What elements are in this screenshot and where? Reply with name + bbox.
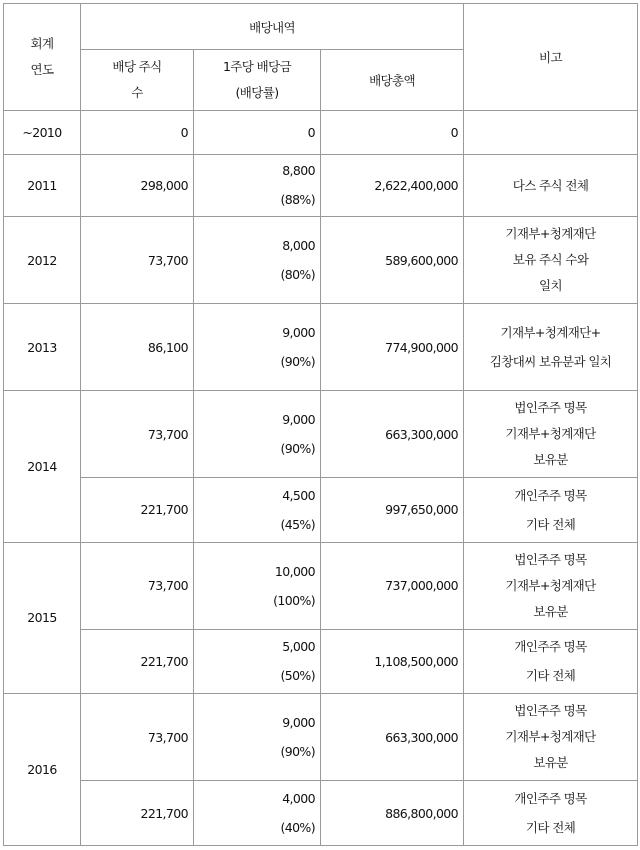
per-share-amount: 10,000 — [274, 563, 315, 579]
year-cell: 2012 — [4, 217, 81, 304]
table-row — [4, 542, 638, 629]
dividend-table — [3, 3, 638, 846]
table-row — [4, 478, 638, 543]
total-cell: 886,800,000 — [321, 781, 464, 846]
note-cell: 법인주주 명목 기재부+청계재단 보유분 — [464, 694, 638, 781]
header-dividend-group: 배당내역 — [81, 4, 464, 50]
per-share-rate: (90%) — [280, 354, 315, 370]
note-cell: 기재부+청계재단+ 김창대씨 보유분과 일치 — [464, 304, 638, 391]
per-share-amount: 4,000 — [282, 791, 315, 807]
per-share-amount: 5,000 — [282, 639, 315, 655]
shares-cell: 298,000 — [81, 154, 194, 217]
year-cell: 2015 — [4, 542, 81, 694]
header-shares: 배당 주식 수 — [81, 50, 194, 111]
note-cell: 개인주주 명목 기타 전체 — [464, 781, 638, 846]
total-cell: 997,650,000 — [321, 478, 464, 543]
per-share-cell — [194, 478, 321, 543]
shares-cell: 73,700 — [81, 391, 194, 478]
table-row — [4, 304, 638, 391]
header-note: 비고 — [464, 4, 638, 111]
total-cell: 2,622,400,000 — [321, 154, 464, 217]
table-row — [4, 217, 638, 304]
note-cell: 법인주주 명목 기재부+청계재단 보유분 — [464, 542, 638, 629]
per-share-amount: 8,800 — [282, 163, 315, 179]
shares-cell: 73,700 — [81, 694, 194, 781]
note-cell: 개인주주 명목 기타 전체 — [464, 478, 638, 543]
per-share-rate: (45%) — [280, 516, 315, 532]
per-share-amount: 4,500 — [282, 487, 315, 503]
shares-cell: 73,700 — [81, 217, 194, 304]
per-share-rate: (80%) — [280, 267, 315, 283]
header-year: 회계 연도 — [4, 4, 81, 111]
shares-cell: 221,700 — [81, 478, 194, 543]
per-share-cell — [194, 694, 321, 781]
per-share-cell — [194, 391, 321, 478]
shares-cell: 73,700 — [81, 542, 194, 629]
note-cell — [464, 111, 638, 154]
per-share-cell — [194, 154, 321, 217]
total-cell: 737,000,000 — [321, 542, 464, 629]
table-row — [4, 391, 638, 478]
table-row — [4, 154, 638, 217]
table-row — [4, 694, 638, 781]
year-cell: 2014 — [4, 391, 81, 543]
per-share-amount: 9,000 — [282, 412, 315, 428]
table-row — [4, 629, 638, 694]
total-cell: 0 — [321, 111, 464, 154]
per-share-rate: (50%) — [280, 668, 315, 684]
per-share-amount: 8,000 — [282, 238, 315, 254]
year-cell: 2016 — [4, 694, 81, 846]
year-cell: ~2010 — [4, 111, 81, 154]
per-share-amount: 9,000 — [282, 715, 315, 731]
total-cell: 589,600,000 — [321, 217, 464, 304]
per-share-cell — [194, 781, 321, 846]
year-cell: 2013 — [4, 304, 81, 391]
note-cell: 개인주주 명목 기타 전체 — [464, 629, 638, 694]
per-share-rate: (100%) — [273, 592, 315, 608]
per-share-cell: 0 — [194, 111, 321, 154]
per-share-amount: 9,000 — [282, 325, 315, 341]
note-cell: 기재부+청계재단 보유 주식 수와 일치 — [464, 217, 638, 304]
per-share-rate: (90%) — [280, 744, 315, 760]
shares-cell: 221,700 — [81, 629, 194, 694]
note-cell: 다스 주식 전체 — [464, 154, 638, 217]
per-share-cell — [194, 304, 321, 391]
total-cell: 663,300,000 — [321, 694, 464, 781]
note-cell: 법인주주 명목 기재부+청계재단 보유분 — [464, 391, 638, 478]
shares-cell: 86,100 — [81, 304, 194, 391]
table-row — [4, 781, 638, 846]
total-cell: 1,108,500,000 — [321, 629, 464, 694]
per-share-cell — [194, 217, 321, 304]
year-cell: 2011 — [4, 154, 81, 217]
table-row — [4, 111, 638, 154]
shares-cell: 221,700 — [81, 781, 194, 846]
header-per-share: 1주당 배당금 (배당률) — [194, 50, 321, 111]
total-cell: 774,900,000 — [321, 304, 464, 391]
per-share-rate: (40%) — [280, 820, 315, 836]
total-cell: 663,300,000 — [321, 391, 464, 478]
per-share-cell — [194, 629, 321, 694]
per-share-rate: (90%) — [280, 441, 315, 457]
per-share-rate: (88%) — [280, 192, 315, 208]
per-share-cell — [194, 542, 321, 629]
header-total: 배당총액 — [321, 50, 464, 111]
shares-cell: 0 — [81, 111, 194, 154]
